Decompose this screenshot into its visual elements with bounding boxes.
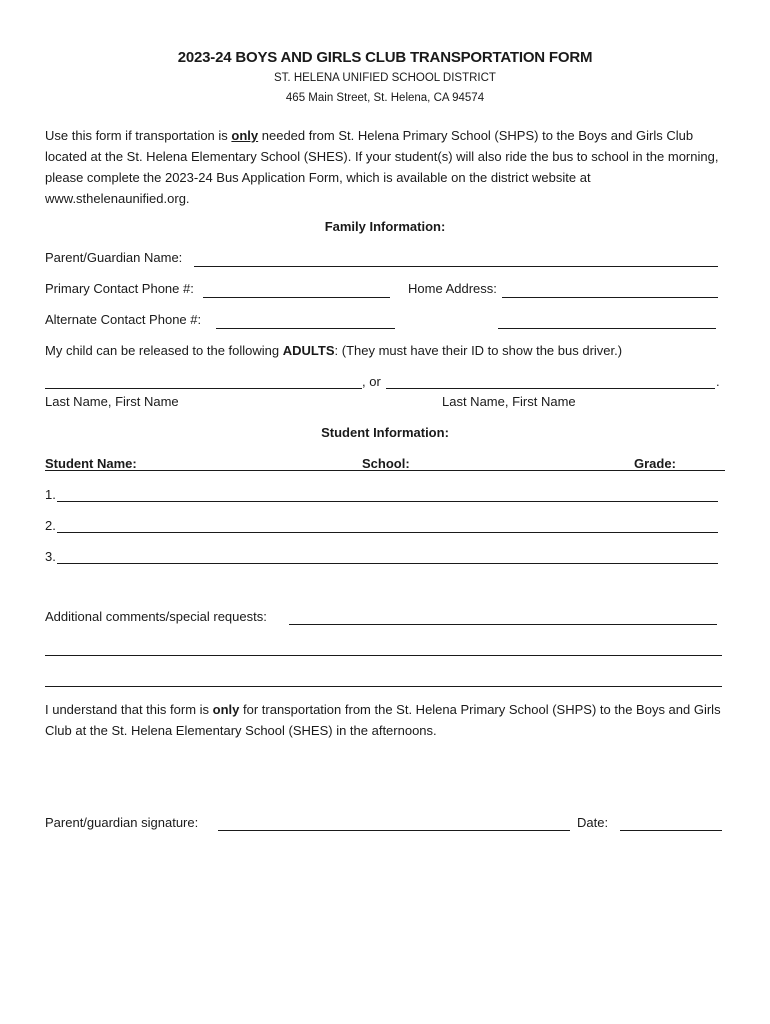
student-name-column-header: Student Name: (45, 456, 137, 471)
release-adult-1-input[interactable] (45, 370, 362, 389)
date-input[interactable] (620, 812, 722, 831)
comments-line-3-input[interactable] (45, 668, 722, 687)
home-address-line2-input[interactable] (498, 310, 716, 329)
school-column-header: School: (362, 456, 410, 471)
student-row-3-number: 3. (45, 549, 56, 564)
student-row-3-input[interactable] (57, 545, 718, 564)
grade-column-header: Grade: (634, 456, 676, 471)
comments-line-2-input[interactable] (45, 637, 722, 656)
release-text-end: : (They must have their ID to show the bus driver.) (334, 343, 623, 358)
signature-label: Parent/guardian signature: (45, 815, 199, 830)
family-info-heading: Family Information: (324, 219, 446, 234)
comments-input[interactable] (289, 606, 717, 625)
date-label: Date: (577, 815, 609, 830)
home-address-label: Home Address: (408, 281, 497, 296)
student-row-2-input[interactable] (57, 514, 718, 533)
intro-text-start: Use this form if transportation is (45, 128, 232, 143)
release-adult-2-input[interactable] (386, 370, 715, 389)
intro-text-end: needed from St. Helena Primary School (SHPS) to the Boys and Girls Club located at the St. Helena Elementary School (SHES). If your student(s) will also ride the bus to school in the morning, please complete the 2023-24 Bus Application Form, which is available on the district website at www.sthelenaunified.org. (45, 128, 719, 206)
release-period: . (716, 374, 720, 389)
adult-1-caption: Last Name, First Name (45, 394, 179, 409)
release-adults-emphasis: ADULTS (282, 343, 335, 358)
release-adults-text (45, 343, 622, 359)
intro-paragraph (45, 125, 735, 209)
comments-label: Additional comments/special requests: (45, 609, 267, 624)
student-info-heading: Student Information: (321, 425, 449, 440)
parent-name-input[interactable] (194, 248, 718, 267)
adult-2-caption: Last Name, First Name (442, 394, 576, 409)
or-separator: , or (362, 374, 381, 389)
ack-text-start: I understand that this form is (45, 702, 213, 717)
district-address: 465 Main Street, St. Helena, CA 94574 (285, 92, 485, 104)
primary-phone-input[interactable] (203, 279, 390, 298)
student-row-1-input[interactable] (57, 483, 718, 502)
signature-input[interactable] (218, 812, 570, 831)
home-address-input[interactable] (502, 279, 718, 298)
alt-phone-label: Alternate Contact Phone #: (45, 312, 202, 327)
ack-emphasis: only (212, 702, 240, 717)
student-row-1-number: 1. (45, 487, 56, 502)
form-title: 2023-24 BOYS AND GIRLS CLUB TRANSPORTATION FORM (177, 49, 593, 66)
district-name: ST. HELENA UNIFIED SCHOOL DISTRICT (274, 72, 496, 84)
alt-phone-input[interactable] (216, 310, 395, 329)
primary-phone-label: Primary Contact Phone #: (45, 281, 194, 296)
parent-name-label: Parent/Guardian Name: (45, 250, 183, 265)
ack-text-end: for transportation from the St. Helena Primary School (SHPS) to the Boys and Girls Club at the St. Helena Elementary School (SHES) in the afternoons. (45, 702, 721, 738)
intro-emphasis: only (231, 128, 259, 143)
student-row-2-number: 2. (45, 518, 56, 533)
acknowledgement-paragraph (45, 699, 735, 741)
release-text-start: My child can be released to the following (45, 343, 283, 358)
